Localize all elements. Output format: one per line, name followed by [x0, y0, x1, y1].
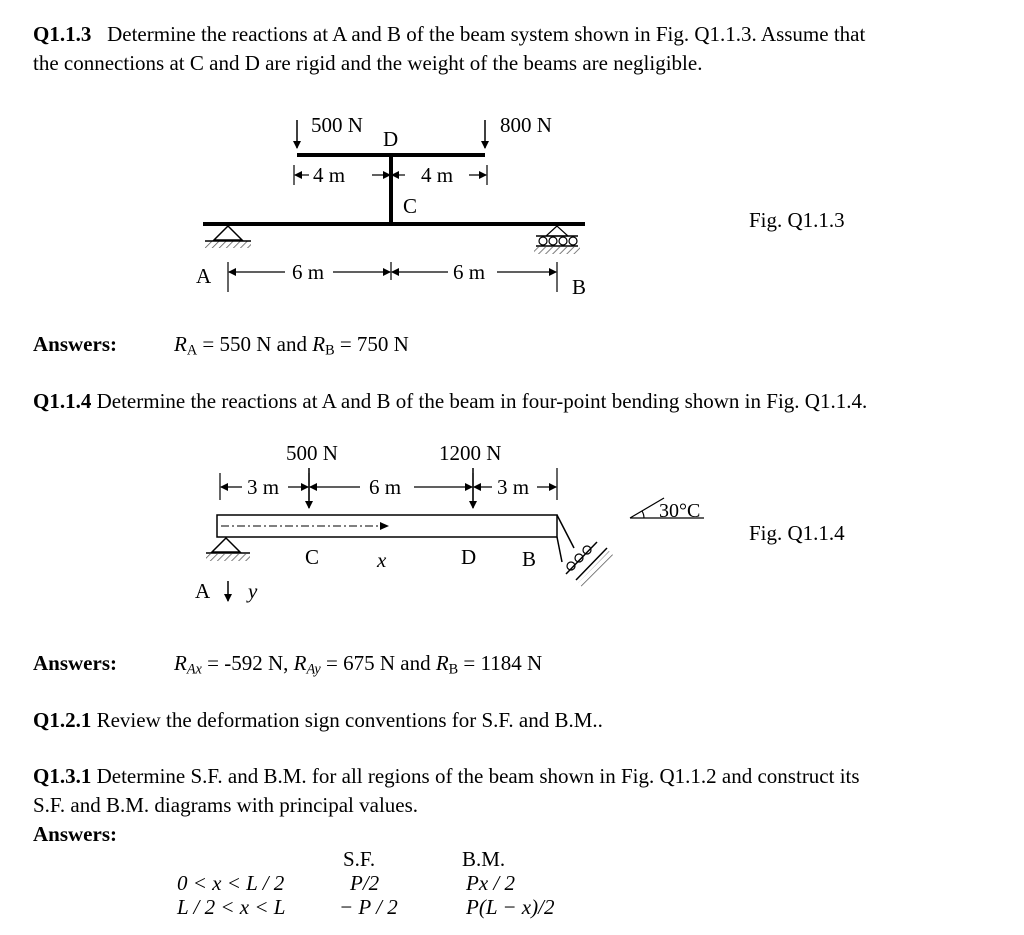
fig114-label-D: D: [461, 545, 477, 569]
fig113-dim-top-left: 4 m: [313, 163, 346, 187]
q121-text: Review the deformation sign conventions for S.F. and B.M..: [91, 708, 603, 732]
ans114-formula: [174, 651, 543, 678]
ans114-rax-symbol: R: [174, 651, 187, 675]
table131-row2-sf: − P / 2: [339, 895, 398, 919]
fig113-dim-bottom-right: 6 m: [453, 260, 486, 284]
table131-row1-sf: P/2: [350, 871, 380, 895]
fig113-label-B: B: [572, 275, 587, 299]
table131-row1-range: 0 < x < L / 2: [177, 871, 285, 895]
fig114-label-x: x: [377, 548, 387, 572]
table131-row2-bm: P(L − x)/2: [466, 895, 555, 919]
q113-number: Q1.1.3: [33, 22, 92, 46]
ans114-ray-symbol: R: [293, 651, 307, 675]
fig113-label-D: D: [383, 127, 399, 151]
fig114-load-left-label: 500 N: [286, 441, 338, 465]
fig114-pin-support-A: [206, 538, 250, 561]
fig113-label-A: A: [196, 264, 212, 288]
q131-answers-label: Answers:: [33, 822, 117, 846]
fig113-label-C: C: [403, 194, 418, 218]
ans113-rb-sub: B: [325, 342, 335, 359]
q131-number: Q1.3.1: [33, 764, 92, 788]
fig113-pin-support-A: [205, 226, 251, 248]
ans114-ray-value: = 675 N and: [320, 651, 436, 675]
fig113-dim-top-right: 4 m: [421, 163, 454, 187]
fig113-load-left-label: 500 N: [311, 113, 363, 137]
fig113-dim-bottom-left: 6 m: [292, 260, 325, 284]
ans113-ra-symbol: R: [174, 332, 187, 356]
q113-text-line1: Determine the reactions at A and B of the beam system shown in Fig. Q1.1.3. Assume that: [107, 22, 866, 46]
ans114-rb-sub: B: [448, 661, 459, 678]
q114-number: Q1.1.4: [33, 389, 92, 413]
fig114-dim-1: 3 m: [247, 475, 280, 499]
fig113-dim-bottom: [228, 262, 557, 292]
table131-row2-range: L / 2 < x < L: [177, 895, 286, 919]
q131-text-line1: Determine S.F. and B.M. for all regions of the beam shown in Fig. Q1.1.2 and construct its: [91, 764, 860, 788]
fig113-roller-support-B: [534, 226, 580, 254]
ans114-ray-sub: Ay: [306, 661, 321, 678]
q131-line1: [33, 766, 860, 787]
table131-header-sf: S.F.: [343, 847, 376, 871]
ans113-ra-value: = 550 N and: [197, 332, 313, 356]
fig114-label-B: B: [522, 547, 537, 571]
fig114-dim-3: 3 m: [497, 475, 530, 499]
ans114-label: Answers:: [33, 651, 117, 675]
q114-line: [33, 391, 867, 412]
q114-text: Determine the reactions at A and B of the beam in four-point bending shown in Fig. Q1.1.4.: [91, 389, 868, 413]
q121-number: Q1.2.1: [33, 708, 92, 732]
ans113-rb-value: = 750 N: [334, 332, 409, 356]
ans114-rax-value: = -592 N,: [201, 651, 294, 675]
ans114-rb-value: = 1184 N: [458, 651, 543, 675]
q121-line: [33, 710, 603, 731]
table131-header-bm: B.M.: [462, 847, 506, 871]
ans114-rax-sub: Ax: [186, 661, 202, 678]
q131-text-line2: S.F. and B.M. diagrams with principal values.: [33, 793, 419, 817]
ans113-ra-sub: A: [186, 342, 198, 359]
fig114-label-y: y: [248, 579, 258, 603]
fig114-dim-2: 6 m: [369, 475, 402, 499]
fig114-label-C: C: [305, 545, 320, 569]
ans113-rb-symbol: R: [312, 332, 326, 356]
fig114-label-A: A: [195, 579, 211, 603]
ans113-label: Answers:: [33, 332, 117, 356]
fig114-load-right-label: 1200 N: [439, 441, 502, 465]
fig114-angle-label: 30°C: [659, 500, 701, 522]
fig113-load-right-label: 800 N: [500, 113, 552, 137]
ans113-formula: [174, 332, 409, 359]
q113-text-line2: the connections at C and D are rigid and the weight of the beams are negligible.: [33, 51, 703, 75]
fig114-inclined-roller-B: [557, 515, 615, 589]
fig114-caption: Fig. Q1.1.4: [749, 521, 845, 545]
fig113-caption: Fig. Q1.1.3: [749, 208, 845, 232]
fig114-axis-arrow: [380, 522, 389, 530]
table131-row1-bm: Px / 2: [466, 871, 515, 895]
ans114-rb-symbol: R: [435, 651, 449, 675]
